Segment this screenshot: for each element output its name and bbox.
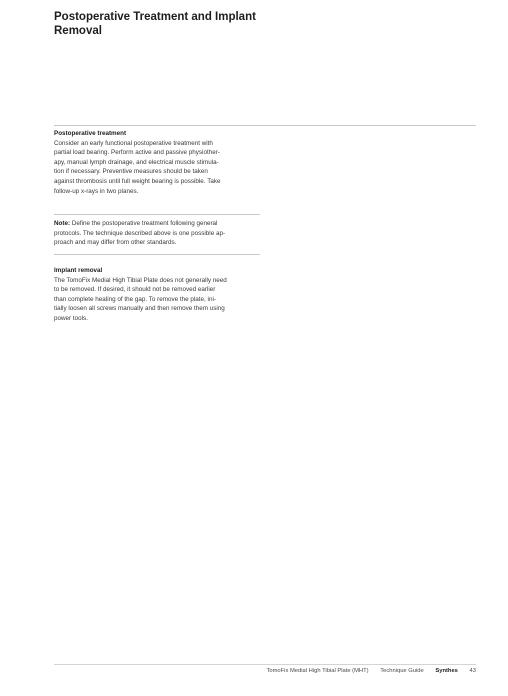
postoperative-treatment-heading: Postoperative treatment	[54, 130, 127, 137]
postoperative-text-line: tion if necessary. Preventive measures should be taken	[54, 168, 208, 176]
note-divider-bottom	[54, 254, 260, 255]
footer-brand: Synthes	[435, 668, 458, 674]
footer-product-name: TomoFix Medial High Tibial Plate (MHT)	[266, 668, 369, 674]
implant-removal-text-line: to be removed. If desired, it should not be removed earlier	[54, 286, 216, 294]
postoperative-text-line: apy, manual lymph drainage, and electrical muscle stimula-	[54, 158, 219, 166]
note-text-line: protocols. The technique described above is one possible ap-	[54, 229, 226, 237]
footer-divider	[54, 664, 476, 665]
postoperative-text-line: Consider an early functional postoperative treatment with	[54, 139, 213, 147]
implant-removal-text-line: The TomoFix Medial High Tibial Plate does not generally need	[54, 276, 227, 284]
postoperative-treatment-section	[54, 129, 264, 196]
implant-removal-text-line: than complete healing of the gap. To remove the plate, ini-	[54, 295, 216, 303]
note-divider-top	[54, 214, 260, 215]
postoperative-text-line: against thrombosis until full weight bearing is possible. Take	[54, 177, 221, 185]
note-text-line: proach and may differ from other standards.	[54, 239, 177, 247]
page-title	[54, 10, 354, 38]
note-box	[54, 219, 264, 248]
postoperative-text-line: follow-up x-rays in two planes.	[54, 187, 139, 195]
note-label: Note:	[54, 220, 71, 227]
note-first-line	[54, 219, 264, 229]
implant-removal-text-line: power tools.	[54, 314, 88, 322]
implant-removal-heading: Implant removal	[54, 267, 103, 274]
page-footer	[266, 667, 476, 675]
note-text-line: Define the postoperative treatment following general	[70, 220, 218, 227]
footer-guide-label: Technique Guide	[380, 668, 424, 674]
section-divider	[54, 125, 476, 126]
page-title-line-1: Postoperative Treatment and Implant	[54, 11, 256, 23]
page-number: 43	[469, 668, 476, 674]
page-title-line-2: Removal	[54, 25, 102, 37]
implant-removal-text-line: tially loosen all screws manually and then remove them using	[54, 305, 225, 313]
postoperative-text-line: partial load bearing. Perform active and passive physiother-	[54, 149, 220, 157]
implant-removal-section	[54, 266, 264, 324]
